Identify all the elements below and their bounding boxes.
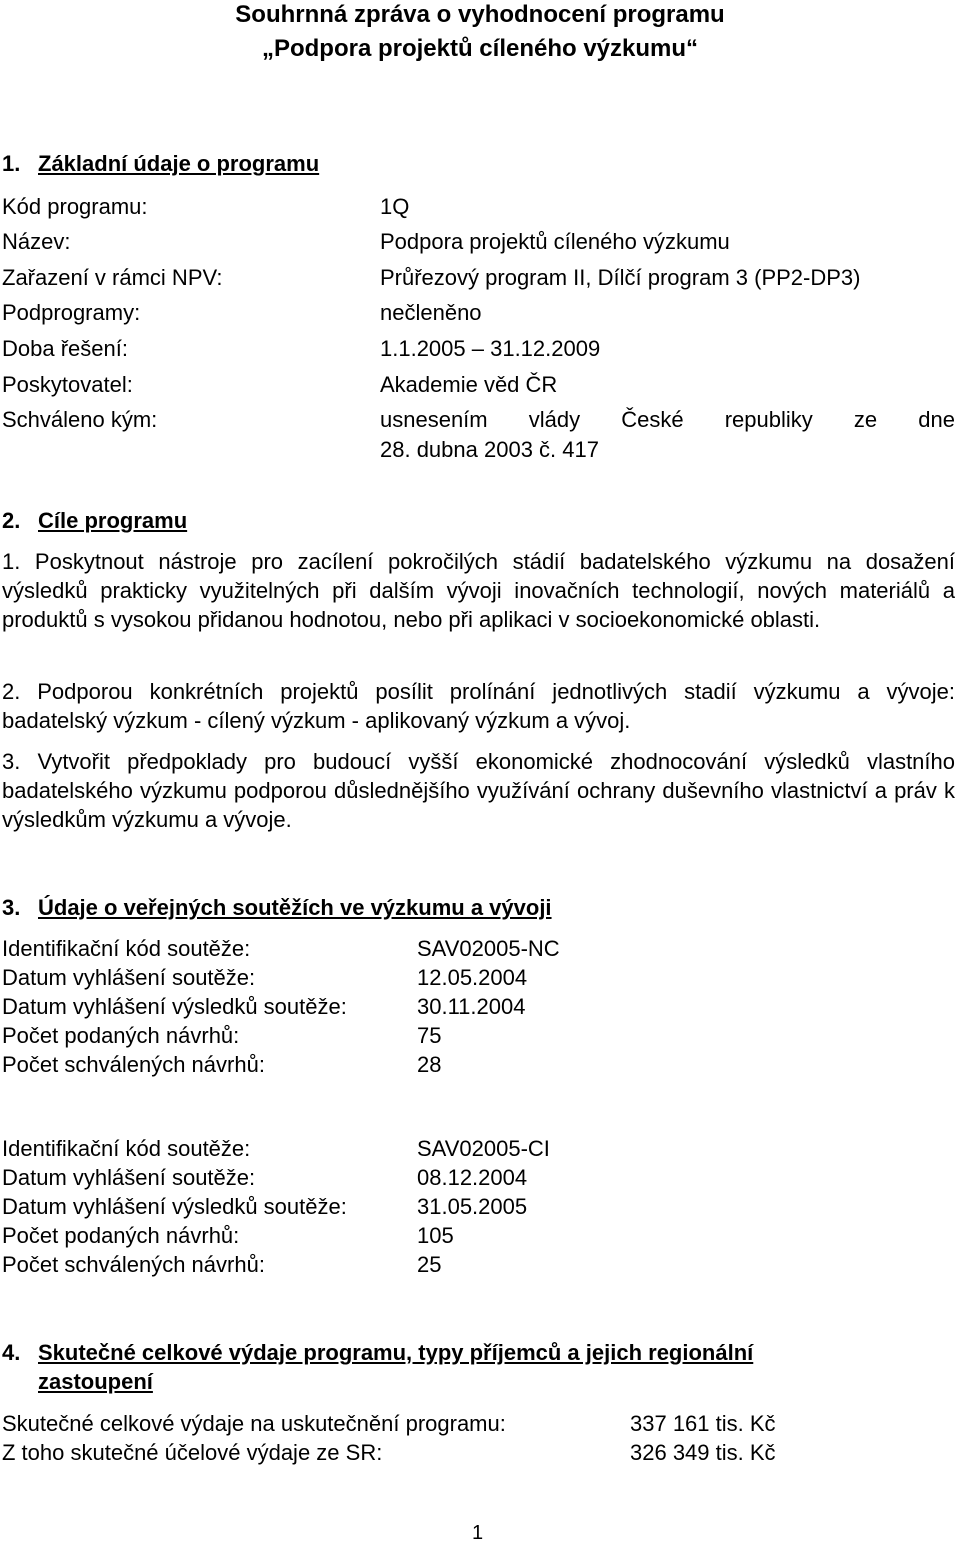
goal-2: 2. Podporou konkrétních projektů posílit prolínání jednotlivých stadií výzkumu a vývoje: badatelský výzkum - cílený výzkum - aplikovaný výzkum a vývoj. (2, 679, 955, 733)
section4-heading-line2: zastoupení (38, 1369, 153, 1394)
row-label-schvaleno: Schváleno kým: (2, 407, 158, 432)
comp1-label-podanych: Počet podaných návrhů: (2, 1023, 240, 1048)
comp1-value-schvalenych: 28 (417, 1052, 442, 1077)
goal-1: 1. Poskytnout nástroje pro zacílení pokročilých stádií badatelského výzkumu na dosažení výsledků prakticky využitelných při dalším vývoji inovačních technologií, nových materiálů a produktů s vysokou přidanou hodnotou, nebo při aplikaci v socioekonomické oblasti. (2, 549, 955, 632)
row-label-podprogramy: Podprogramy: (2, 300, 141, 325)
comp1-label-kod: Identifikační kód soutěže: (2, 936, 251, 961)
comp2-value-schvalenych: 25 (417, 1252, 442, 1277)
comp2-label-vysledky: Datum vyhlášení výsledků soutěže: (2, 1194, 347, 1219)
section2-heading: Cíle programu (38, 508, 188, 533)
row-label-zarazeni: Zařazení v rámci NPV: (2, 265, 223, 290)
comp1-label-datum: Datum vyhlášení soutěže: (2, 965, 256, 990)
comp2-label-podanych: Počet podaných návrhů: (2, 1223, 240, 1248)
row-label-doba: Doba řešení: (2, 336, 128, 361)
document-title-line2: „Podpora projektů cíleného výzkumu“ (261, 35, 699, 62)
section4-heading-line1: Skutečné celkové výdaje programu, typy příjemců a jejich regionální (38, 1340, 754, 1365)
row-label-kod: Kód programu: (2, 194, 148, 219)
comp2-value-kod: SAV02005-CI (417, 1136, 550, 1161)
row-label-poskytovatel: Poskytovatel: (2, 372, 133, 397)
comp2-label-datum: Datum vyhlášení soutěže: (2, 1165, 256, 1190)
row-value-zarazeni: Průřezový program II, Dílčí program 3 (PP2-DP3) (380, 265, 861, 290)
section4-number: 4. (2, 1340, 21, 1365)
expenses-total-label: Skutečné celkové výdaje na uskutečnění programu: (2, 1411, 506, 1436)
expenses-total-value: 337 161 tis. Kč (630, 1411, 776, 1436)
expenses-sr-value: 326 349 tis. Kč (630, 1440, 776, 1465)
document-title-line1: Souhrnná zpráva o vyhodnocení programu (235, 1, 725, 28)
section3-number: 3. (2, 895, 21, 920)
row-value-kod: 1Q (380, 194, 410, 219)
section2-number: 2. (2, 508, 21, 533)
comp1-value-podanych: 75 (417, 1023, 442, 1048)
comp2-value-vysledky: 31.05.2005 (417, 1194, 528, 1219)
row-value-nazev: Podpora projektů cíleného výzkumu (380, 229, 730, 254)
comp2-label-kod: Identifikační kód soutěže: (2, 1136, 251, 1161)
row-value-poskytovatel: Akademie věd ČR (380, 372, 558, 397)
comp2-value-datum: 08.12.2004 (417, 1165, 528, 1190)
comp1-value-kod: SAV02005-NC (417, 936, 560, 961)
row-value-doba: 1.1.2005 – 31.12.2009 (380, 336, 601, 361)
comp2-value-podanych: 105 (417, 1223, 454, 1248)
goal-3: 3. Vytvořit předpoklady pro budoucí vyšší ekonomické zhodnocování výsledků vlastního badatelského výzkumu podporou důslednějšího využívání ochrany duševního vlastnictví a práv k výsledkům výzkumu a vývoje. (2, 749, 955, 832)
section3-heading: Údaje o veřejných soutěžích ve výzkumu a vývoji (38, 895, 552, 920)
comp1-value-datum: 12.05.2004 (417, 965, 528, 990)
comp2-label-schvalenych: Počet schválených návrhů: (2, 1252, 265, 1277)
expenses-sr-label: Z toho skutečné účelové výdaje ze SR: (2, 1440, 383, 1465)
row-value-podprogramy: nečleněno (380, 300, 482, 325)
comp1-label-schvalenych: Počet schválených návrhů: (2, 1052, 265, 1077)
row-label-nazev: Název: (2, 229, 71, 254)
section1-heading: Základní údaje o programu (38, 151, 320, 176)
comp1-label-vysledky: Datum vyhlášení výsledků soutěže: (2, 994, 347, 1019)
section1-number: 1. (2, 151, 21, 176)
page-number: 1 (472, 1522, 484, 1544)
row-value-schvaleno: usnesením vlády České republiky ze dne (380, 407, 955, 432)
comp1-value-vysledky: 30.11.2004 (417, 994, 526, 1019)
row-value-schvaleno-line2: 28. dubna 2003 č. 417 (380, 437, 599, 462)
